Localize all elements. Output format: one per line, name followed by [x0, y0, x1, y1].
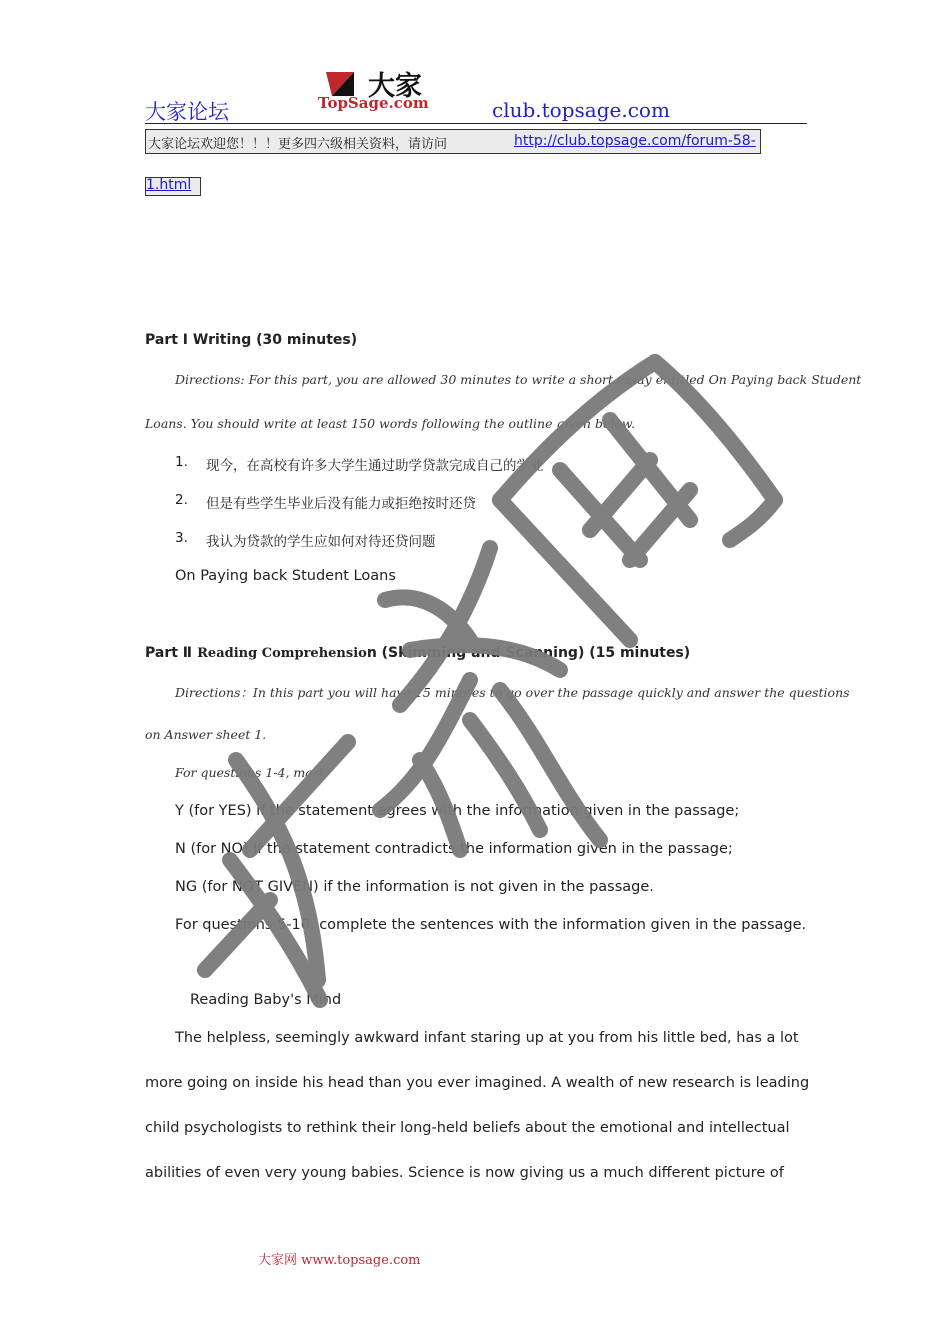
part1-directions-line1: Directions: For this part, you are allowed 30 minutes to write a short essay entitled On Paying back Student: [175, 372, 862, 387]
part1-directions-line2: Loans. You should write at least 150 words following the outline given below.: [145, 416, 636, 431]
passage-line: child psychologists to rethink their long-held beliefs about the emotional and intellectual: [145, 1120, 790, 1136]
outline-item: 我认为贷款的学生应如何对待还贷问题: [206, 534, 436, 550]
outline-item: 现今，在高校有许多大学生通过助学贷款完成自己的学业: [206, 458, 544, 474]
outline-item: 但是有些学生毕业后没有能力或拒绝按时还贷: [206, 496, 476, 512]
part2-label-a: Part Ⅱ: [145, 645, 193, 661]
passage-line: abilities of even very young babies. Science is now giving us a much different picture of: [145, 1165, 784, 1181]
footer-brand: 大家网: [258, 1253, 298, 1268]
part2-label-c: n (Skimming and Scanning) (15 minutes): [366, 645, 691, 661]
yes-instruction: Y (for YES) if the statement agrees with the information given in the passage;: [175, 803, 740, 819]
part2-heading: [145, 642, 690, 661]
logo-brand: TopSage.com: [318, 94, 429, 112]
no-instruction: N (for NO) if the statement contradicts the information given in the passage;: [175, 841, 733, 857]
outline-number: 3.: [175, 530, 188, 546]
essay-title: On Paying back Student Loans: [175, 568, 396, 584]
header-divider: [145, 123, 807, 124]
part1-heading: Part Ⅰ Writing (30 minutes): [145, 332, 358, 348]
forum-name: 大家论坛: [145, 100, 229, 124]
outline-number: 1.: [175, 454, 188, 470]
forum-link[interactable]: http://club.topsage.com/forum-58-: [514, 133, 756, 149]
forum-link-continued[interactable]: 1.html: [146, 177, 192, 193]
passage-line: more going on inside his head than you ever imagined. A wealth of new research is leading: [145, 1075, 810, 1091]
footer-url[interactable]: www.topsage.com: [301, 1253, 421, 1268]
footer: [258, 1249, 421, 1268]
part2-directions-line1: Directions：In this part you will have 15 minutes to go over the passage quickly and answer the questions: [175, 685, 850, 700]
outline-number: 2.: [175, 492, 188, 508]
questions-5-10-instruction: For questions 5-10, complete the sentences with the information given in the passage.: [175, 917, 807, 933]
questions-1-4-instruction: For questions 1-4, mark: [175, 765, 327, 780]
club-url[interactable]: club.topsage.com: [492, 98, 670, 122]
welcome-text: 大家论坛欢迎您！！！更多四六级相关资料，请访问: [148, 137, 448, 152]
passage-line: The helpless, seemingly awkward infant staring up at you from his little bed, has a lot: [175, 1030, 799, 1046]
not-given-instruction: NG (for NOT GIVEN) if the information is not given in the passage.: [175, 879, 654, 895]
logo-text: 大家: [368, 71, 422, 102]
part2-directions-line2: on Answer sheet 1.: [145, 727, 267, 742]
part2-label-b: Reading Comprehensio: [197, 646, 367, 661]
passage-title: Reading Baby's Mind: [190, 992, 342, 1008]
